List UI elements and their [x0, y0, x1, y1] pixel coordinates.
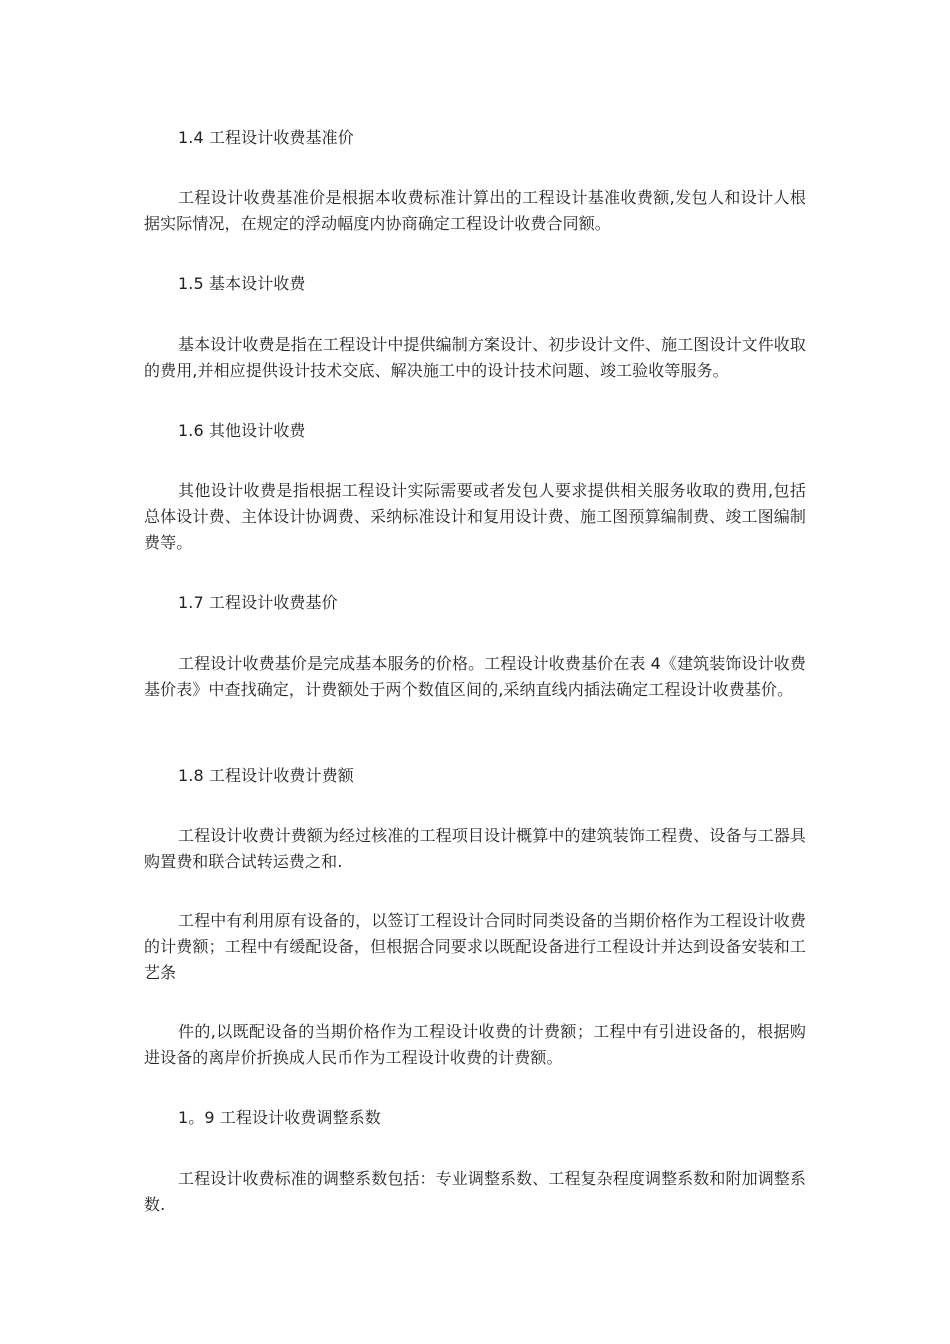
- section-heading-1-4: 1.4 工程设计收费基准价: [178, 128, 354, 147]
- section-heading-1-5: 1.5 基本设计收费: [178, 274, 306, 293]
- section-paragraph-1-8-b: 工程中有利用原有设备的，以签订工程设计合同时同类设备的当期价格作为工程设计收费的计费额；工程中有缓配设备，但根据合同要求以既配设备进行工程设计并达到设备安装和工艺条: [144, 911, 806, 982]
- section-paragraph-1-6: 其他设计收费是指根据工程设计实际需要或者发包人要求提供相关服务收取的费用,包括总体设计费、主体设计协调费、采纳标准设计和复用设计费、施工图预算编制费、竣工图编制费等。: [144, 481, 806, 552]
- section-heading-1-6: 1.6 其他设计收费: [178, 421, 306, 440]
- section-paragraph-1-8-a: 工程设计收费计费额为经过核准的工程项目设计概算中的建筑装饰工程费、设备与工器具购置费和联合试转运费之和.: [144, 826, 806, 871]
- section-paragraph-1-7: 工程设计收费基价是完成基本服务的价格。工程设计收费基价在表 4《建筑装饰设计收费基价表》中查找确定，计费额处于两个数值区间的,采纳直线内插法确定工程设计收费基价。: [144, 654, 806, 699]
- section-heading-1-7: 1.7 工程设计收费基价: [178, 593, 338, 612]
- section-heading-1-8: 1.8 工程设计收费计费额: [178, 766, 354, 785]
- section-paragraph-1-4: 工程设计收费基准价是根据本收费标准计算出的工程设计基准收费额,发包人和设计人根据实际情况，在规定的浮动幅度内协商确定工程设计收费合同额。: [144, 188, 806, 233]
- section-paragraph-1-8-c: 件的,以既配设备的当期价格作为工程设计收费的计费额；工程中有引进设备的，根据购进设备的离岸价折换成人民币作为工程设计收费的计费额。: [144, 1022, 806, 1067]
- section-paragraph-1-9: 工程设计收费标准的调整系数包括：专业调整系数、工程复杂程度调整系数和附加调整系数.: [144, 1169, 806, 1214]
- section-paragraph-1-5: 基本设计收费是指在工程设计中提供编制方案设计、初步设计文件、施工图设计文件收取的费用,并相应提供设计技术交底、解决施工中的设计技术问题、竣工验收等服务。: [144, 335, 806, 380]
- section-heading-1-9: 1。9 工程设计收费调整系数: [178, 1108, 381, 1127]
